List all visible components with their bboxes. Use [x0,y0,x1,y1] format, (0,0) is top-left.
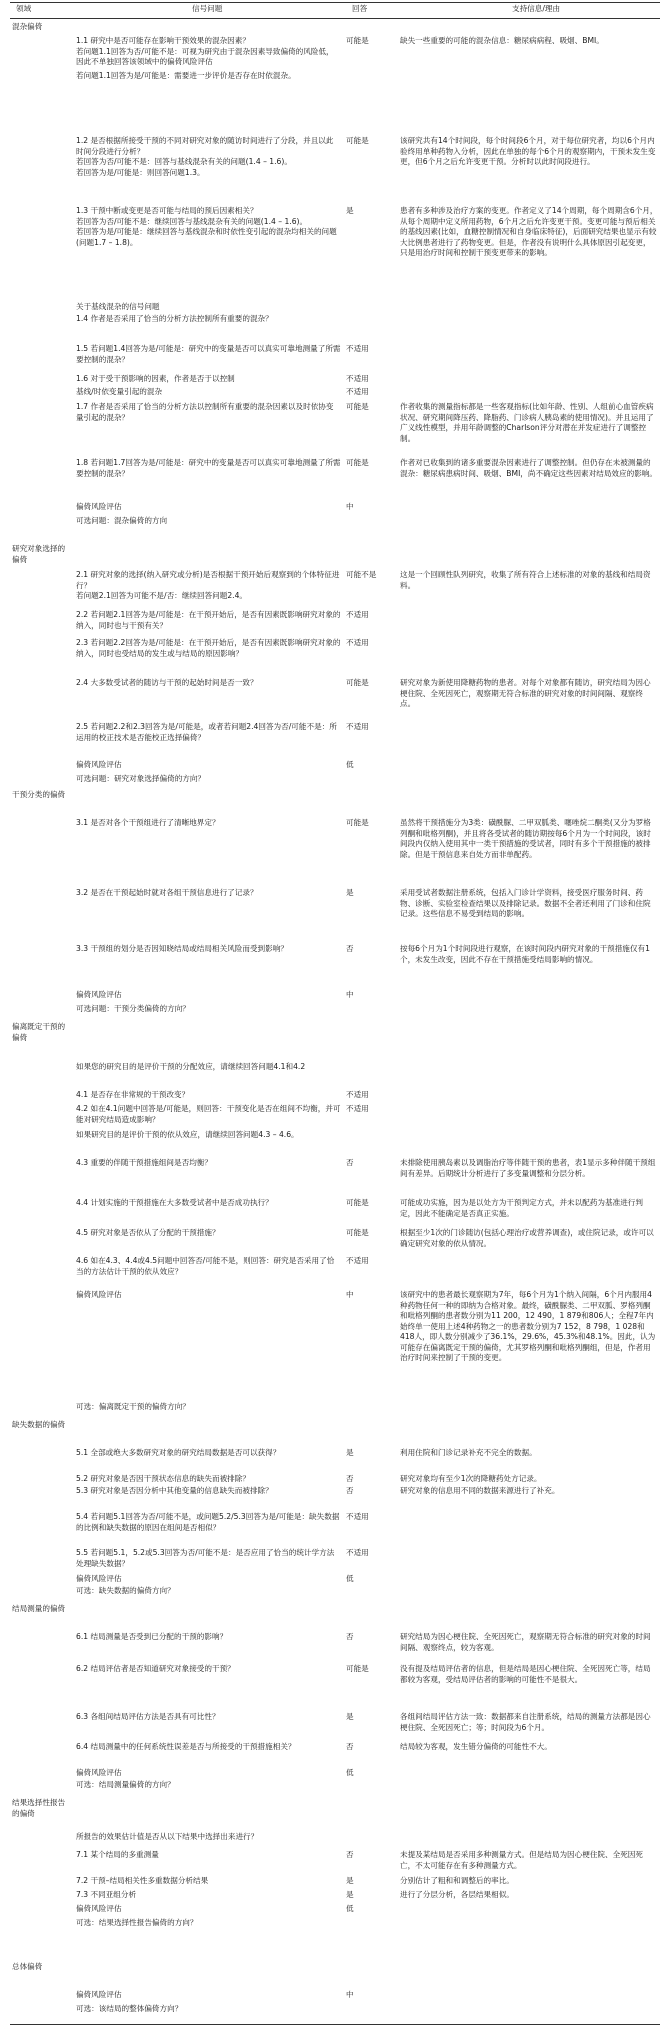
question-5-3: 5.3 研究对象是否因分析中其他变量的信息缺失而被排除？ [76,1486,273,1495]
question-2-2: 2.2 若问题2.1回答为是/可能是：在干预开始后，是否有因素既影响研究对象的纳入，同时也与干预有关？ [76,610,341,630]
question-6-4: 6.4 结局测量中的任何系统性误差是否与所接受的干预措施相关？ [76,1742,296,1751]
answer-4-1: 不适用 [346,1090,369,1099]
question-1-1: 1.1 研究中是否可能存在影响干预效果的混杂因素？ 若问题1.1回答为否/可能不是：可视为研究由于混杂因素导致偏倚的风险低，因此不单独回答该领域中的偏倚风险评估 若问题1.1回答为是/可能是：需要进一步评价是否存在时依混杂。 [76,36,334,80]
section-overall: 总体偏倚 [12,1962,43,1971]
support-2-4: 研究对象为新使用降糖药物的患者。对每个对象都有随访，研究结局为因心梗住院、全死因死亡，观察期无符合标准的研究对象的时间间隔、观察终点。 [400,678,651,708]
answer-5-3: 否 [346,1486,354,1495]
direction-7: 可选：结果选择性报告偏倚的方向？ [76,1918,198,1927]
answer-3-2: 是 [346,888,354,897]
question-1-2: 1.2 是否根据所接受干预的不同对研究对象的随访时间进行了分段，并且以此时间分段进行分析？ 若回答为否/可能不是：回答与基线混杂有关的问题(1.4 – 1.6)。 若回答为是/可能是：则回答问题1.3。 [76,136,334,177]
support-1-2: 该研究共有14个时间段，每个时间段6个月，对于每位研究者，均以6个月内验终用单种药物入分析，因此在单独的每个6个月的观察期内，干预未发生变更，但6个月之后允许变更干预。分析时以此时间段进行。 [400,136,656,166]
question-3-3: 3.3 干预组的划分是否因知晓结局或结局相关风险而受到影响？ [76,944,288,953]
question-1-6a: 1.6 对于受干预影响的因素，作者是否于以控制 [76,374,235,383]
risk-value-2: 低 [346,760,354,769]
question-1-6b: 基线/时依变量引起的混杂 [76,387,163,396]
answer-1-5: 不适用 [346,344,369,353]
question-1-3: 1.3 干预中断或变更是否可能与结局的预后因素相关？ 若回答为否/可能不是：继续回答与基线混杂有关的问题(1.4 – 1.6)。 若回答为是/可能是：继续回答与基线混杂和时依性变引起的混杂均相关的问题(问题1.7 – 1.8)。 [76,206,337,247]
question-3-1: 3.1 是否对各个干预组进行了清晰地界定？ [76,818,220,827]
answer-1-6a: 不适用 [346,374,369,383]
support-4-5: 根据至少1次的门诊随访(包括心理治疗或营养调查)，或住院记录，或许可以确定研究对象的依从情况。 [400,1228,654,1248]
question-3-2: 3.2 是否在干预起始时就对各组干预信息进行了记录？ [76,888,258,897]
answer-3-1: 可能是 [346,818,369,827]
question-7-3: 7.3 不同亚组分析 [76,1890,137,1899]
question-1-5: 1.5 若问题1.4回答为是/可能是：研究中的变量是否可以真实可靠地测量了所需要控制的混杂？ [76,344,341,364]
answer-7-1: 否 [346,1850,354,1859]
answer-6-2: 可能是 [346,1664,369,1673]
answer-1-7: 可能是 [346,402,369,411]
risk-value-7: 低 [346,1904,354,1913]
risk-label-3: 偏倚风险评估 [76,990,122,999]
direction-2: 可选问题：研究对象选择偏倚的方向？ [76,774,206,783]
support-6-1: 研究结局为因心梗住院、全死因死亡，观察期无符合标准的研究对象的时间间隔、观察终点，较为客观。 [400,1632,651,1652]
support-5-2: 研究对象均有至少1次的降糖药处方记录。 [400,1474,542,1483]
support-1-3: 患者有多种涉及治疗方案的变更。作者定义了14个周期，每个周期含6个月，从每个周期中定义所用药物，6个月之后允许变更干预。变更可能与预后相关的基线因素(比如，血糖控制情况和自身临床特征)，后面研究结果也显示有较大比例患者进行了药物变更。但是，作者没有说明什么具体原因引起变更，只是用治疗时间和控制干预变更带来的影响。 [400,206,658,257]
support-3-1: 虽然将干预措施分为3类：磺酰脲、二甲双胍类、噻唑烷二酮类(又分为罗格列酮和吡格列酮)，并且将各受试者的随访期按每6个月为一个时间段，该时间段内仅纳入使用其中一类干预措施的受试者，同时有多个干预措施的被排除。但是干预信息来自处方而非单配药。 [400,818,651,859]
answer-1-1: 可能是 [346,36,369,45]
answer-7-3: 是 [346,1890,354,1899]
question-1-7: 1.7 作者是否采用了恰当的分析方法以控制所有重要的混杂因素以及时依协变量引起的混杂？ [76,402,334,422]
answer-4-2: 不适用 [346,1104,369,1113]
answer-6-1: 否 [346,1632,354,1641]
header-answer: 回答 [352,4,368,13]
risk-label-2: 偏倚风险评估 [76,760,122,769]
answer-1-2: 可能是 [346,136,369,145]
answer-3-3: 否 [346,944,354,953]
support-2-1: 这是一个回顾性队列研究，收集了所有符合上述标准的对象的基线和结局资料。 [400,570,651,590]
question-1-8: 1.8 若问题1.7回答为是/可能是：研究中的变量是否可以真实可靠地测量了所需要控制的混杂？ [76,458,341,478]
support-5-3: 研究对象的信息用不同的数据来源进行了补充。 [400,1486,560,1495]
answer-1-8: 可能是 [346,458,369,467]
direction-overall: 可选：该结局的整体偏倚方向？ [76,2004,183,2013]
support-5-1: 利用住院和门诊记录补充不完全的数据。 [400,1448,537,1457]
risk-label-6: 偏倚风险评估 [76,1768,122,1777]
header-domain: 领域 [16,4,32,13]
answer-5-2: 否 [346,1474,354,1483]
question-7-2: 7.2 干预–结局相关性多重数据分析结果 [76,1876,209,1885]
question-4-3: 4.3 重要的伴随干预措施组间是否均衡？ [76,1158,212,1167]
support-risk-4: 该研究中的患者最长观察期为7年，每6个月为1个纳入间隔，6个月内服用4种药物任何一种的即纳为合格对象。最终，磺酰脲类、二甲双胍、罗格列酮和吡格列酮的患者数分别为11 200，12 490，1 879和806人；全程7年内始终单一使用上述4种药物之一的患者数分别为7 152，8 798，1 028和418人，即人数分别减少了36.1%，29.6%，45.3%和48.1%。因此，认为可能存在偏离既定干预的偏倚，尤其罗格列酮和吡格列酮组，但是，作者用治疗时间来控制了干预的变更。 [400,1290,656,1362]
question-4-1: 4.1 是否存在非常规的干预改变？ [76,1090,190,1099]
risk-value-1: 中 [346,502,354,511]
answer-4-3: 否 [346,1158,354,1167]
risk-label-7: 偏倚风险评估 [76,1904,122,1913]
header-support: 支持信息/理由 [512,4,561,13]
risk-value-5: 低 [346,1574,354,1583]
risk-value-6: 低 [346,1768,354,1777]
deviation-intro-1: 如果您的研究目的是评价干预的分配效应，请继续回答问题4.1和4.2 [76,1062,306,1071]
header-question: 信号问题 [192,4,223,13]
question-5-1: 5.1 全部或绝大多数研究对象的研究结局数据是否可以获得？ [76,1448,281,1457]
section-classification: 干预分类的偏倚 [12,790,66,799]
bottom-rule [10,2024,660,2025]
question-5-2: 5.2 研究对象是否因干预状态信息的缺失而被排除？ [76,1474,250,1483]
risk-label-1: 偏倚风险评估 [76,502,122,511]
question-6-1: 6.1 结局测量是否受到已分配的干预的影响？ [76,1632,228,1641]
support-7-1: 未提及某结局是否采用多种测量方式。但是结局为因心梗住院、全死因死亡，不太可能存在有多种测量方式。 [400,1850,643,1870]
support-3-2: 采用受试者数据注册系统，包括入门诊计学资料，接受医疗服务时间、药物、诊断、实验室检查结果以及排除记录。数据不全者还利用了门诊和住院记录。这些信息不易受到结局的影响。 [400,888,651,918]
answer-2-1: 可能不是 [346,570,377,579]
support-3-3: 按每6个月为1个时间段进行观察，在该时间段内研究对象的干预措施仅有1个，未发生改变，因此不存在干预措施受结局影响的情况。 [400,944,650,964]
risk-value-3: 中 [346,990,354,999]
question-6-3: 6.3 各组间结局评估方法是否具有可比性？ [76,1712,220,1721]
support-6-3: 各组间结局评估方法一致：数据都来自注册系统，结局的测量方法都是因心梗住院、全死因死亡；等；时间段为6个月。 [400,1712,651,1732]
answer-4-4: 可能是 [346,1198,369,1207]
risk-value-overall: 中 [346,1990,354,1999]
section-confounding: 混杂偏倚 [12,22,43,31]
section-reporting: 结果选择性报告的偏倚 [12,1798,66,1818]
direction-1: 可选问题：混杂偏倚的方向 [76,516,168,525]
support-1-1: 缺失一些重要的可能的混杂信息：糖尿病病程、吸烟、BMI。 [400,36,604,45]
header-rule [10,18,660,19]
question-4-6: 4.6 如在4.3、4.4或4.5问题中回答否/可能不是，则回答：研究是否采用了恰当的方法估计干预的依从效应？ [76,1256,335,1276]
answer-4-5: 可能是 [346,1228,369,1237]
support-4-3: 未排除使用胰岛素以及调脂治疗等伴随干预的患者，表1显示多种伴随干预组间有差异。后期统计分析进行了多变量调整和分层分析。 [400,1158,656,1178]
section-deviation: 偏离既定干预的偏倚 [12,1022,66,1042]
question-1-4: 1.4 作者是否采用了恰当的分析方法控制所有重要的混杂？ [76,314,273,323]
question-6-2: 6.2 结局评估者是否知道研究对象接受的干预？ [76,1664,235,1673]
support-1-7: 作者收集的测量指标都是一些客观指标(比如年龄、性别、人组前心血管疾病状况、研究期间降压药、降脂药、门诊病人胰岛素的使用情况)。并且运用了广义线性模型，并用年龄调整的Charlson评分对潜在并发症进行了调整控制。 [400,402,654,443]
table-header [0,0,670,20]
answer-2-3: 不适用 [346,638,369,647]
answer-5-5: 不适用 [346,1548,369,1557]
direction-3: 可选问题：干预分类偏倚的方向？ [76,1004,190,1013]
answer-5-1: 是 [346,1448,354,1457]
support-6-2: 没有提及结局评估者的信息，但是结局是因心梗住院、全死因死亡等，结局都较为客观，受结局评估者的影响的可能性不是很大。 [400,1664,651,1684]
support-6-4: 结局较为客观，发生错分偏倚的可能性不大。 [400,1742,552,1751]
risk-label-5: 偏倚风险评估 [76,1574,122,1583]
risk-label-overall: 偏倚风险评估 [76,1990,122,1999]
support-4-4: 可能成功实施，因为是以处方为干预判定方式，并未以配药为基准进行判定，因此不能确定是否真正实施。 [400,1198,643,1218]
answer-1-6b: 不适用 [346,387,369,396]
question-7-1: 7.1 某个结局的多重测量 [76,1850,159,1859]
risk-label-4: 偏倚风险评估 [76,1290,122,1299]
direction-4: 可选：偏离既定干预的偏倚方向？ [76,1402,190,1411]
support-7-2: 分别估计了粗和和调整后的率比。 [400,1876,514,1885]
baseline-title: 关于基线混杂的信号问题 [76,302,160,311]
section-selection: 研究对象选择的偏倚 [12,544,66,564]
section-missing: 缺失数据的偏倚 [12,1420,66,1429]
question-4-4: 4.4 计划实施的干预措施在大多数受试者中是否成功执行？ [76,1198,273,1207]
risk-value-4: 中 [346,1290,354,1299]
reporting-intro: 所报告的效果估计值是否从以下结果中选择出来进行？ [76,1832,259,1841]
question-5-5: 5.5 若问题5.1，5.2或5.3回答为否/可能不是：是否应用了恰当的统计学方法处理缺失数据？ [76,1548,335,1568]
direction-6: 可选：结局测量偏倚的方向？ [76,1780,175,1789]
question-5-4: 5.4 若问题5.1回答为否/可能不是，或问题5.2/5.3回答为是/可能是：缺失数据的比例和缺失数据的原因在组间是否相似？ [76,1512,340,1532]
answer-4-6: 不适用 [346,1256,369,1265]
answer-6-4: 否 [346,1742,354,1751]
direction-5: 可选：缺失数据的偏倚方向？ [76,1586,175,1595]
deviation-intro-2: 如果研究目的是评价干预的依从效应，请继续回答问题4.3 – 4.6。 [76,1130,299,1139]
answer-1-3: 是 [346,206,354,215]
question-2-3: 2.3 若问题2.2回答为是/可能是：在干预开始后，是否有因素既影响研究对象的纳入，同时也受结局的发生或与结局的原因影响？ [76,638,341,658]
question-2-4: 2.4 大多数受试者的随访与干预的起始时间是否一致？ [76,678,258,687]
answer-2-4: 可能是 [346,678,369,687]
answer-6-3: 是 [346,1712,354,1721]
section-measurement: 结局测量的偏倚 [12,1604,66,1613]
answer-2-5: 不适用 [346,722,369,731]
question-4-2: 4.2 如在4.1问题中回答是/可能是，则回答：干预变化是否在组间不均衡，并可能对研究结局造成影响？ [76,1104,341,1124]
answer-7-2: 是 [346,1876,354,1885]
answer-5-4: 不适用 [346,1512,369,1521]
question-2-5: 2.5 若问题2.2和2.3回答为是/可能是，或者若问题2.4回答为否/可能不是：所运用的校正技术是否能校正选择偏倚？ [76,722,337,742]
top-rule [10,2,660,3]
question-4-5: 4.5 研究对象是否依从了分配的干预措施？ [76,1228,220,1237]
question-2-1: 2.1 研究对象的选择(纳入研究或分析)是否根据干预开始后观察到的个体特征进行？ 若问题2.1回答为可能不是/否：继续回答问题2.4。 [76,570,340,600]
answer-2-2: 不适用 [346,610,369,619]
support-1-8: 作者对已收集到的诸多重要混杂因素进行了调整控制。但仍存在未被测量的混杂：糖尿病患病时间、吸烟、BMI，尚不确定这些因素对结局效应的影响。 [400,458,657,478]
support-7-3: 进行了分层分析，各层结果相似。 [400,1890,514,1899]
